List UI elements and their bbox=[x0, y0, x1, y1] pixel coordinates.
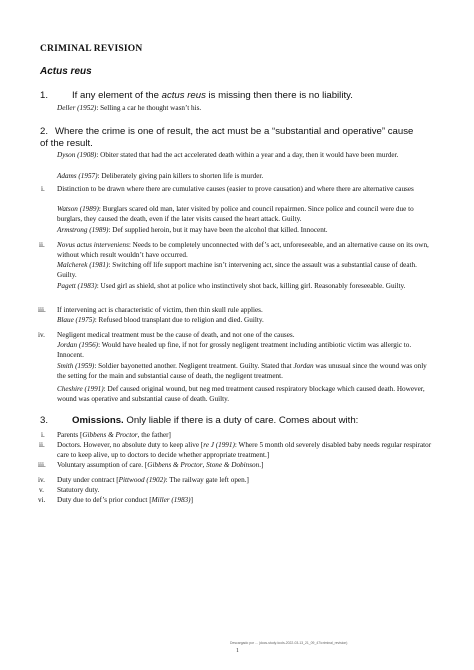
term-italic: Novus actus interveniens bbox=[57, 241, 129, 249]
omission-iii-text bbox=[57, 461, 263, 471]
heading-text: If any element of the bbox=[72, 90, 162, 101]
case-text: : Switching off life support machine isn’t intervening act, since the assault was a substantial cause of death. Guilty. bbox=[57, 261, 417, 279]
item-ii-number: ii. bbox=[39, 241, 45, 249]
omission-vi-text bbox=[57, 496, 193, 506]
case-ref-italic: Gibbens & Proctor bbox=[147, 461, 203, 469]
heading-text: is missing then there is no liability. bbox=[205, 90, 353, 101]
case-name: Cheshire (1991) bbox=[57, 385, 104, 393]
case-jordan bbox=[57, 341, 435, 360]
section-1-number: 1. bbox=[40, 90, 49, 101]
omission-i-text bbox=[57, 431, 171, 441]
case-text: : Obiter stated that had the act accelerated death within a year and a day, then it would have been murder. bbox=[96, 151, 399, 159]
page-number: 1 bbox=[236, 648, 239, 654]
case-name: Armstrong (1989) bbox=[57, 226, 109, 234]
case-watson bbox=[57, 205, 437, 224]
item-text: Voluntary assumption of care. [ bbox=[57, 461, 148, 469]
item-text: .] bbox=[259, 461, 264, 469]
case-ref-italic: Gibbens & Proctor bbox=[82, 431, 138, 439]
item-iii-text: If intervening act is characteristic of victim, then thin skull rule applies. bbox=[57, 306, 263, 314]
case-cheshire bbox=[57, 385, 437, 404]
case-deller bbox=[57, 104, 201, 114]
item-i-number: i. bbox=[41, 185, 45, 193]
item-text: , bbox=[202, 461, 207, 469]
case-text: : Selling a car he thought wasn’t his. bbox=[96, 104, 202, 112]
case-name: Smith (1959) bbox=[57, 362, 95, 370]
case-name: Blaue (1975) bbox=[57, 316, 95, 324]
section-subtitle: Actus reus bbox=[40, 66, 92, 77]
case-ref-italic: Stone & Dobinson bbox=[206, 461, 260, 469]
case-pagett bbox=[57, 282, 435, 292]
case-name: Malcherek (1981) bbox=[57, 261, 109, 269]
item-text: : Needs to be completely unconnected with def’s act, unforeseeable, and an alternative cause on its own, without which result wouldn’t have occurred. bbox=[57, 241, 429, 259]
item-text: : The railway gate left open.] bbox=[165, 476, 249, 484]
case-name: Adams (1957) bbox=[57, 172, 98, 180]
omission-v-text: Statutory duty. bbox=[57, 486, 100, 494]
section-3-heading bbox=[72, 415, 358, 427]
item-iv-text: Negligent medical treatment must be the cause of death, and not one of the causes. bbox=[57, 331, 295, 339]
item-iii-number: iii. bbox=[38, 306, 46, 314]
item-iv-number: iv. bbox=[38, 331, 45, 339]
case-ref-italic: Pittwood (1902) bbox=[118, 476, 166, 484]
case-text: : Used girl as shield, shot at police who instinctively shot back, killing girl. Reasonably foreseeable. Guilty. bbox=[96, 282, 406, 290]
item-text: ] bbox=[190, 496, 193, 504]
case-ref-italic: re J (1991) bbox=[203, 441, 235, 449]
omission-iv-number: iv. bbox=[38, 476, 45, 484]
section-2-heading: Where the crime is one of result, the act must be a “substantial and operative” cause of the result. bbox=[40, 126, 414, 149]
omission-ii-text bbox=[57, 441, 437, 460]
item-text: : Where 5 month old severely disabled baby needs regular respirator care to keep alive, up to doctors to decide whether appropriate treatment.] bbox=[57, 441, 432, 459]
section-3-number: 3. bbox=[40, 415, 49, 426]
case-smith bbox=[57, 362, 437, 381]
case-dyson bbox=[57, 151, 435, 161]
download-footer: Descargado por ... (docs-study-tools-2022-03-13_21_09_47/criminal_revision) bbox=[230, 641, 348, 645]
section-1-heading bbox=[72, 90, 353, 102]
case-name: Jordan (1956) bbox=[57, 341, 99, 349]
item-text: Duty due to def’s prior conduct [ bbox=[57, 496, 152, 504]
omission-v-number: v. bbox=[39, 486, 44, 494]
case-text: : Def supplied heroin, but it may have been the alcohol that killed. Innocent. bbox=[108, 226, 328, 234]
case-malcherek bbox=[57, 261, 437, 280]
case-armstrong bbox=[57, 226, 435, 236]
omission-i-number: i. bbox=[41, 431, 45, 439]
omission-ii-number: ii. bbox=[39, 441, 45, 449]
heading-italic: actus reus bbox=[161, 90, 206, 101]
omission-vi-number: vi. bbox=[38, 496, 46, 504]
case-name: Dyson (1908) bbox=[57, 151, 97, 159]
case-name: Watson (1989) bbox=[57, 205, 99, 213]
document-title: CRIMINAL REVISION bbox=[40, 44, 143, 54]
heading-text: Only liable if there is a duty of care. Comes about with: bbox=[123, 415, 359, 426]
omission-iii-number: iii. bbox=[38, 461, 46, 469]
case-name: Deller (1952) bbox=[57, 104, 97, 112]
heading-bold: Omissions. bbox=[72, 415, 124, 426]
section-2-number: 2. bbox=[40, 126, 49, 137]
item-ii-text bbox=[57, 241, 437, 260]
case-name: Pagett (1983) bbox=[57, 282, 97, 290]
item-text: Parents [ bbox=[57, 431, 83, 439]
case-text: : Refused blood transplant due to religion and died. Guilty. bbox=[94, 316, 264, 324]
omission-iv-text bbox=[57, 476, 249, 486]
item-text: , the father] bbox=[137, 431, 171, 439]
case-ref-italic: Miller (1983) bbox=[151, 496, 191, 504]
case-adams bbox=[57, 172, 435, 182]
case-text: was unusual since the wound was only the setting for the main and substantial cause of death, the negligent treatment. bbox=[57, 362, 427, 380]
case-text: : Def caused original wound, but neg med treatment caused respiratory blockage which caused death. However, wound was operative and substantial cause of death. Guilty. bbox=[57, 385, 425, 403]
case-text: : Would have healed up fine, if not for grossly negligent treatment including antibiotic victim was allergic to. Innocent. bbox=[57, 341, 412, 359]
case-ref-italic: Jordan bbox=[293, 362, 314, 370]
case-blaue bbox=[57, 316, 435, 326]
case-text: : Burglars scared old man, later visited by police and council repairmen. Since police and council were due to burglars, they caused the death, even if the later visits caused the heart attack. Guilty. bbox=[57, 205, 414, 223]
item-text: Duty under contract [ bbox=[57, 476, 119, 484]
item-text: Doctors. However, no absolute duty to keep alive [ bbox=[57, 441, 204, 449]
item-i-text: Distinction to be drawn where there are cumulative causes (easier to prove causation) and where there are alternative causes bbox=[57, 185, 414, 193]
case-text: : Deliberately giving pain killers to shorten life is murder. bbox=[97, 172, 264, 180]
case-text: : Soldier bayonetted another. Negligent treatment. Guilty. Stated that bbox=[94, 362, 294, 370]
